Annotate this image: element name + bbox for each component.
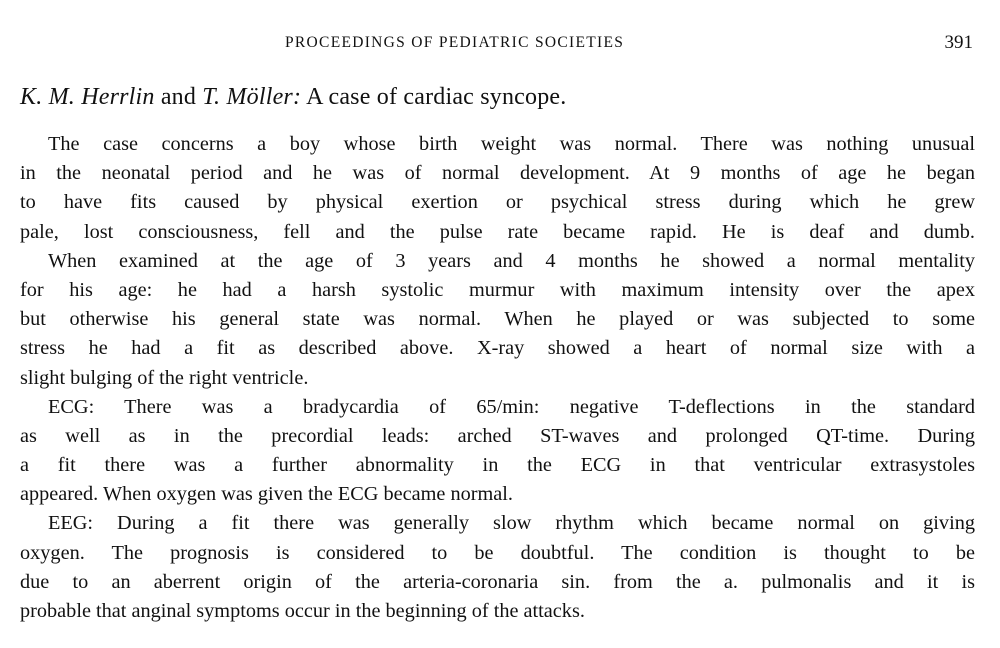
text-line: due to an aberrent origin of the arteria-coronaria sin. from the a. pulmonalis and it is [20,570,975,593]
author-conjunction: and [160,84,197,110]
running-title: PROCEEDINGS OF PEDIATRIC SOCIETIES [285,34,625,51]
article-body [20,130,975,626]
text-line: stress he had a fit as described above. X-ray showed a heart of normal size with a [20,337,975,360]
author-1: K. M. Herrlin [20,84,155,110]
text-line: in the neonatal period and he was of normal development. At 9 months of age he began [20,162,975,185]
journal-page [20,0,975,648]
article-title [20,84,566,111]
text-line: The case concerns a boy whose birth weight was normal. There was nothing unusual [48,133,975,155]
text-line: to have fits caused by physical exertion or psychical stress during which he grew [20,191,975,214]
text-line: probable that anginal symptoms occur in the beginning of the attacks. [20,600,585,622]
text-line: When examined at the age of 3 years and 4 months he showed a normal mentality [48,249,975,272]
text-line: appeared. When oxygen was given the ECG became normal. [20,483,513,506]
text-line: ECG: There was a bradycardia of 65/min: negative T-deflections in the standard [48,395,975,418]
text-line: slight bulging of the right ventricle. [20,366,309,389]
text-line: as well as in the precordial leads: arched ST-waves and prolonged QT-time. During [20,424,975,447]
text-line: a fit there was a further abnormality in the ECG in that ventricular extrasystoles [20,454,975,477]
text-line: for his age: he had a harsh systolic murmur with maximum intensity over the apex [20,278,975,301]
text-line: EEG: During a fit there was generally slow rhythm which became normal on giving [48,512,975,535]
text-line: but otherwise his general state was normal. When he played or was subjected to some [20,308,975,331]
text-line: oxygen. The prognosis is considered to be doubtful. The condition is thought to be [20,541,975,564]
running-head [20,34,975,58]
page-number: 391 [944,32,973,53]
title-text: A case of cardiac syncope. [306,84,567,110]
author-2: T. Möller: [202,84,302,110]
text-line: pale, lost consciousness, fell and the pulse rate became rapid. He is deaf and dumb. [20,220,975,243]
